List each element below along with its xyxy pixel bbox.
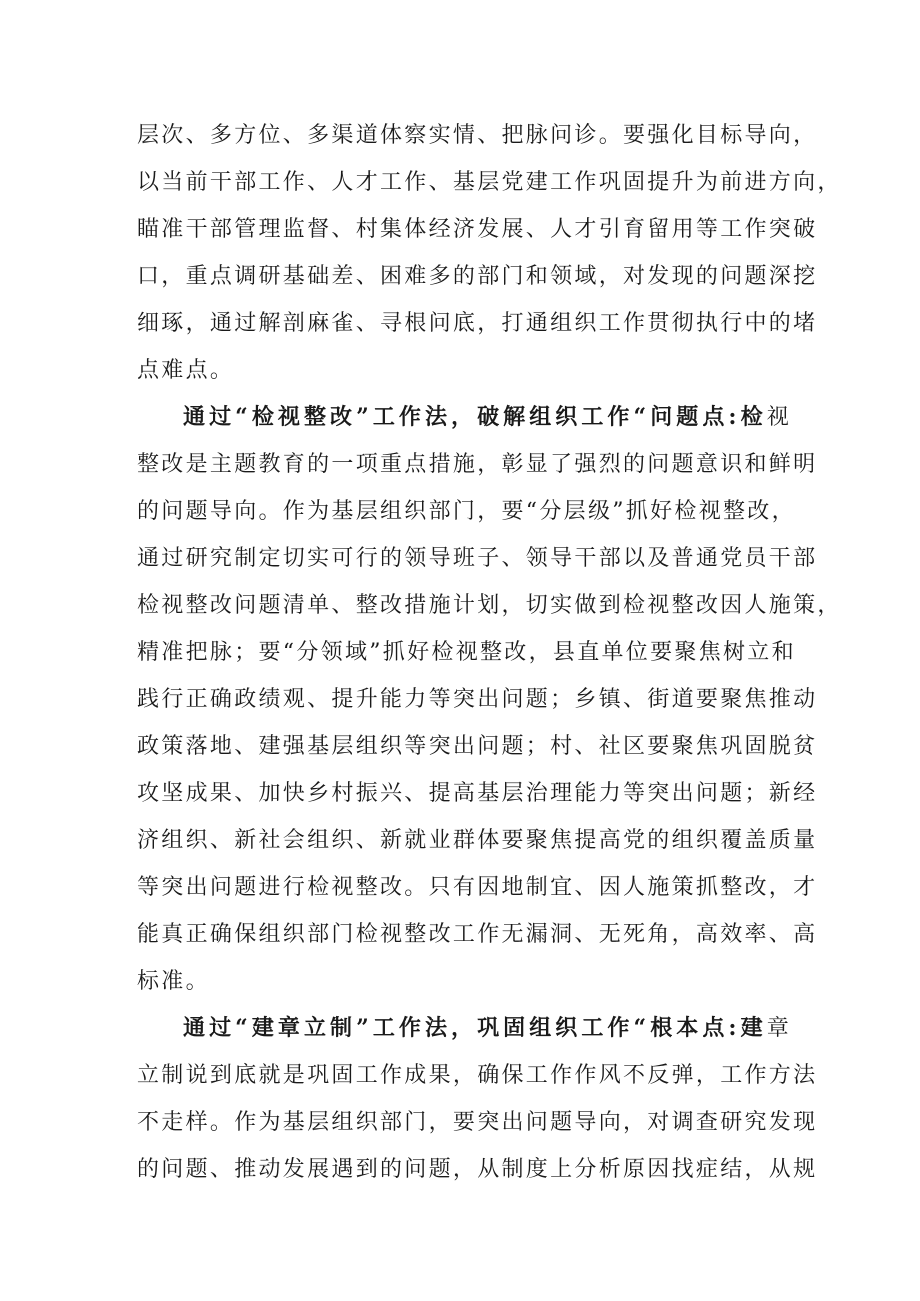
- text-line: 整改是主题教育的一项重点措施，彰显了强烈的问题意识和鲜明: [137, 452, 818, 477]
- paragraph-1: [137, 112, 842, 394]
- text-line: 口，重点调研基础差、困难多的部门和领域，对发现的问题深挖: [137, 264, 818, 289]
- text-line: 以当前干部工作、人才工作、基层党建工作巩固提升为前进方向，: [137, 170, 842, 195]
- text-line: 通过研究制定切实可行的领导班子、领导干部以及普通党员干部: [137, 546, 818, 571]
- paragraph-heading-line: [137, 1005, 791, 1052]
- text-line: 的问题导向。作为基层组织部门，要“分层级”抓好检视整改，: [137, 499, 796, 524]
- text-line: 层次、多方位、多渠道体察实情、把脉问诊。要强化目标导向，: [137, 123, 818, 148]
- text-line: 的问题、推动发展遇到的问题，从制度上分析原因找症结，从规: [137, 1157, 818, 1182]
- text-line: 践行正确政绩观、提升能力等突出问题；乡镇、街道要聚焦推动: [137, 687, 818, 712]
- text-line: 能真正确保组织部门检视整改工作无漏洞、无死角，高效率、高: [137, 922, 818, 947]
- paragraph-2: [137, 394, 842, 1005]
- text-line: 政策落地、建强基层组织等突出问题；村、社区要聚焦巩固脱贫: [137, 734, 818, 759]
- text-line: 标准。: [137, 969, 210, 994]
- text-line: 细琢，通过解剖麻雀、寻根问底，打通组织工作贯彻执行中的堵: [137, 311, 818, 336]
- text-line: 立制说到底就是巩固工作成果，确保工作作风不反弹，工作方法: [137, 1063, 818, 1088]
- paragraph-heading: 通过“检视整改”工作法，破解组织工作“问题点:检: [183, 404, 767, 430]
- text-line: 瞄准干部管理监督、村集体经济发展、人才引育留用等工作突破: [137, 217, 818, 242]
- document-body: [137, 112, 842, 1193]
- text-line: 济组织、新社会组织、新就业群体要聚焦提高党的组织覆盖质量: [137, 828, 818, 853]
- text-line: 等突出问题进行检视整改。只有因地制宜、因人施策抓整改，才: [137, 875, 818, 900]
- text-line: 点难点。: [137, 358, 235, 383]
- text-line: 攻坚成果、加快乡村振兴、提高基层治理能力等突出问题；新经: [137, 781, 818, 806]
- text-line: 检视整改问题清单、整改措施计划，切实做到检视整改因人施策，: [137, 593, 842, 618]
- text-line: 精准把脉；要“分领域”抓好检视整改，县直单位要聚焦树立和: [137, 640, 796, 665]
- text-span: 视: [766, 405, 791, 430]
- text-span: 章: [766, 1016, 791, 1041]
- paragraph-heading: 通过“建章立制”工作法，巩固组织工作“根本点:建: [183, 1015, 767, 1041]
- text-line: 不走样。作为基层组织部门，要突出问题导向，对调查研究发现: [137, 1110, 818, 1135]
- paragraph-3: [137, 1005, 818, 1193]
- paragraph-heading-line: [137, 394, 791, 441]
